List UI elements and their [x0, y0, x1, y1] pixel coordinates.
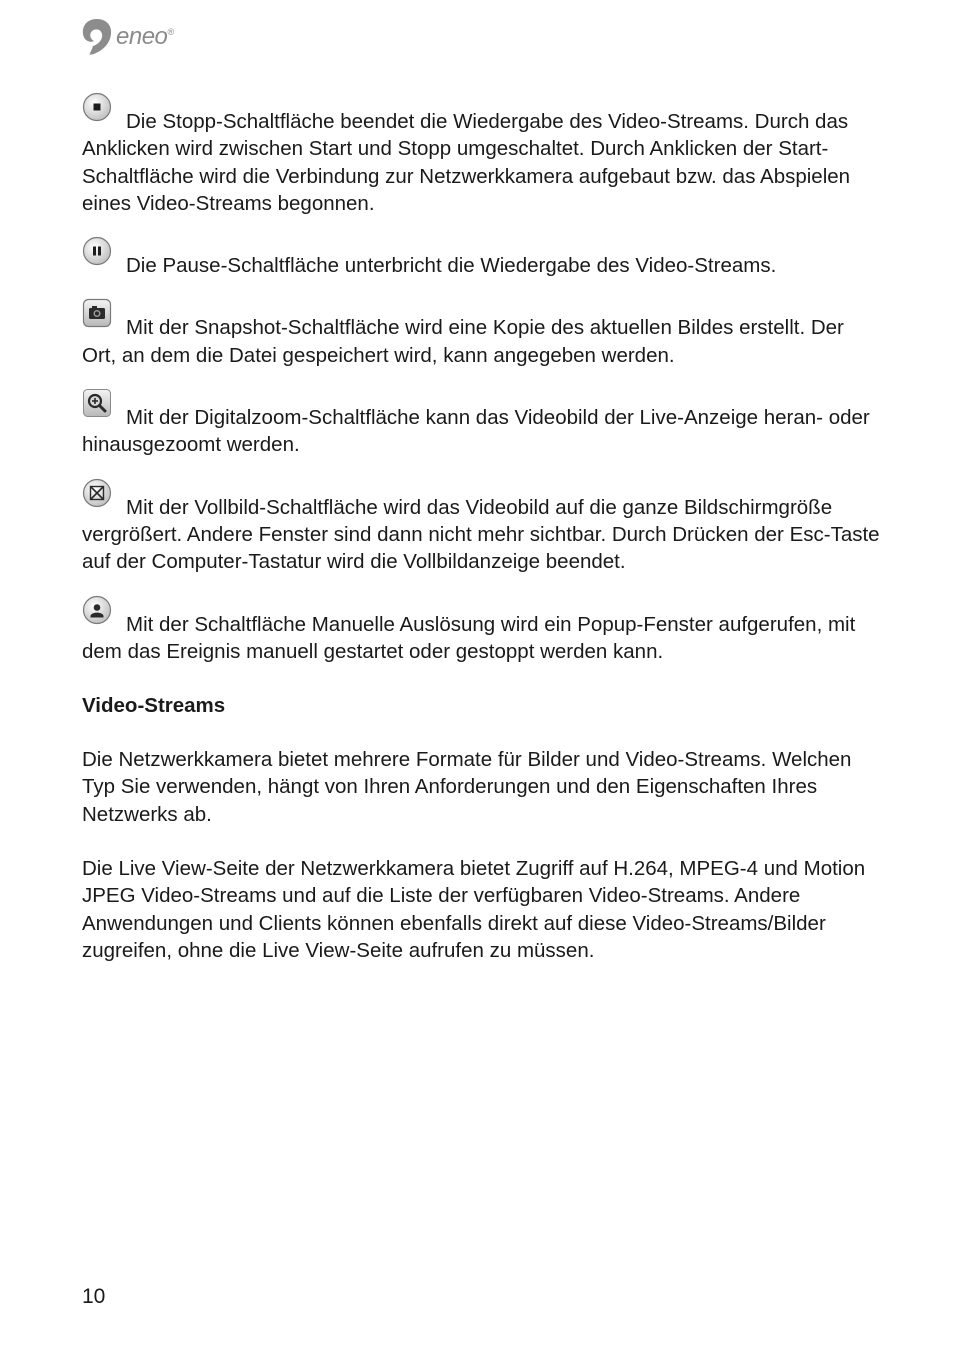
- fullscreen-button-description: Mit der Vollbild-Schaltfläche wird das Videobild auf die ganze Bildschirmgröße vergrößert. Andere Fenster sind dann nicht mehr sichtbar. Durch Drücken der Esc-Taste auf der Computer-Tastatur wird die Vollbildanzeige beendet.: [82, 486, 882, 576]
- section-paragraph: Die Live View-Seite der Netzwerkkamera bietet Zugriff auf H.264, MPEG-4 und Motion JPEG Video-Streams und auf die Liste der verfügbaren Video-Streams. Andere Anwendungen und Clients können ebenfalls direkt auf diese Video-Streams/Bilder zugreifen, ohne die Live View-Seite aufrufen zu müssen.: [82, 857, 866, 962]
- brand-logo: [80, 16, 174, 58]
- section-heading: Video-Streams: [82, 694, 226, 718]
- stop-icon: [82, 92, 112, 122]
- manual-trigger-icon: [82, 595, 112, 625]
- page-number: 10: [82, 1285, 106, 1308]
- pause-button-description: Die Pause-Schaltfläche unterbricht die Wiedergabe des Video-Streams.: [82, 244, 882, 279]
- logo-wordmark: eneo®: [116, 23, 174, 50]
- snapshot-button-description: Mit der Snapshot-Schaltfläche wird eine Kopie des aktuellen Bildes erstellt. Der Ort, an dem die Datei gespeichert wird, kann angegeben werden.: [82, 306, 882, 369]
- document-body: [82, 100, 882, 964]
- manual-trigger-button-description: Mit der Schaltfläche Manuelle Auslösung wird ein Popup-Fenster aufgerufen, mit dem das Ereignis manuell gestartet oder gestoppt werden kann.: [82, 603, 882, 666]
- fullscreen-icon: [82, 478, 112, 508]
- camera-icon: [82, 298, 112, 328]
- eneo-swirl-icon: [80, 17, 114, 57]
- stop-button-description: Die Stopp-Schaltfläche beendet die Wiedergabe des Video-Streams. Durch das Anklicken wird zwischen Start und Stopp umgeschaltet. Durch Anklicken der Start-Schaltfläche wird die Verbindung zur Netzwerkkamera aufgebaut bzw. das Abspielen eines Video-Streams begonnen.: [82, 100, 882, 217]
- digital-zoom-button-description: Mit der Digitalzoom-Schaltfläche kann das Videobild der Live-Anzeige heran- oder hinausgezoomt werden.: [82, 396, 882, 459]
- pause-icon: [82, 236, 112, 266]
- zoom-icon: [82, 388, 112, 418]
- section-paragraph: Die Netzwerkkamera bietet mehrere Formate für Bilder und Video-Streams. Welchen Typ Sie verwenden, hängt von Ihren Anforderungen und den Eigenschaften Ihres Netzwerks ab.: [82, 748, 852, 826]
